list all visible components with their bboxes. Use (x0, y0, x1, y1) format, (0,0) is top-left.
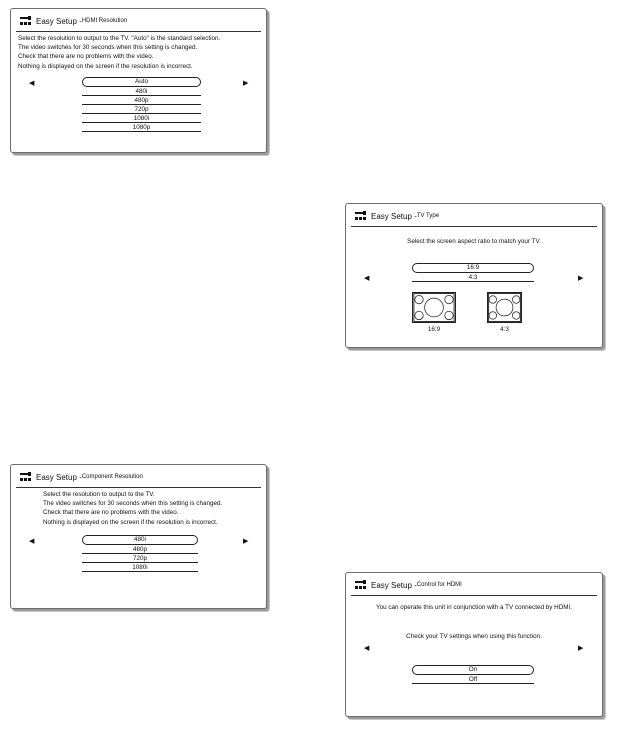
option-off[interactable]: Off (412, 675, 534, 684)
instruction-line: The video switches for 30 seconds when this setting is changed. (18, 44, 198, 52)
standard-screen-icon (487, 292, 522, 323)
toolbox-icon (354, 579, 368, 591)
option-on[interactable]: On (412, 665, 534, 675)
prompt-text: Select the screen aspect ratio to match your TV. (407, 238, 541, 245)
aspect-options (412, 263, 534, 282)
option-1080p[interactable]: 1080p (82, 123, 201, 132)
tv-type-panel (345, 203, 603, 348)
panel-title-main: Easy Setup - (36, 472, 82, 482)
panel-title-main: Easy Setup - (36, 16, 82, 26)
panel-title (354, 209, 439, 223)
description-text: You can operate this unit in conjunction with a TV connected by HDMI. (375, 604, 573, 611)
toolbox-icon (19, 471, 33, 483)
right-arrow-icon[interactable]: ▶ (243, 538, 249, 545)
option-480i[interactable]: 480i (82, 87, 201, 96)
panel-title (19, 470, 143, 484)
option-4-3[interactable]: 4:3 (412, 273, 534, 282)
wide-screen-icon (412, 292, 456, 323)
resolution-options (82, 535, 198, 572)
hdmi-resolution-panel (10, 8, 267, 153)
option-720p[interactable]: 720p (82, 554, 198, 563)
left-arrow-icon[interactable]: ◀ (29, 538, 35, 545)
option-480i[interactable]: 480i (82, 535, 198, 545)
instruction-line: Check that there are no problems with the video. (18, 53, 154, 61)
panel-title-sub: Component Resolution (81, 474, 143, 480)
resolution-options (82, 77, 201, 132)
instructions (43, 490, 222, 527)
title-divider (351, 226, 597, 227)
panel-title-main: Easy Setup - (371, 211, 417, 221)
instruction-line: The video switches for 30 seconds when this setting is changed. (43, 500, 223, 508)
panel-title-main: Easy Setup - (371, 580, 417, 590)
panel-title (19, 14, 127, 28)
panel-title-sub: Control for HDMI (416, 582, 462, 588)
screen-caption: 16:9 (427, 326, 441, 333)
title-divider (16, 31, 261, 32)
instruction-line: Check that there are no problems with the video. (43, 509, 179, 517)
panel-title-sub: HDMI Resolution (81, 18, 128, 24)
right-arrow-icon[interactable]: ▶ (578, 275, 584, 282)
left-arrow-icon[interactable]: ◀ (364, 645, 370, 652)
control-options (412, 665, 534, 684)
panel-title-sub: TV Type (416, 213, 440, 219)
control-hdmi-panel (345, 572, 603, 717)
instruction-line: Select the resolution to output to the TV. "Auto" is the standard selection. (18, 35, 221, 42)
option-480p[interactable]: 480p (82, 545, 198, 554)
instruction-line: Select the resolution to output to the TV. (43, 491, 155, 498)
option-1080i[interactable]: 1080i (82, 114, 201, 123)
option-480p[interactable]: 480p (82, 96, 201, 105)
option-16-9[interactable]: 16:9 (412, 263, 534, 273)
left-arrow-icon[interactable]: ◀ (364, 275, 370, 282)
right-arrow-icon[interactable]: ▶ (243, 80, 249, 87)
title-divider (351, 595, 597, 596)
option-1080i[interactable]: 1080i (82, 563, 198, 572)
hint-text: Check your TV settings when using this function. (406, 633, 542, 640)
right-arrow-icon[interactable]: ▶ (578, 645, 584, 652)
instruction-line: Nothing is displayed on the screen if the resolution is incorrect. (43, 518, 218, 526)
screen-caption: 4:3 (500, 326, 509, 333)
title-divider (16, 487, 261, 488)
panel-title (354, 578, 462, 592)
toolbox-icon (19, 15, 33, 27)
component-resolution-panel (10, 464, 267, 609)
instructions (18, 34, 220, 71)
left-arrow-icon[interactable]: ◀ (29, 80, 35, 87)
option-720p[interactable]: 720p (82, 105, 201, 114)
option-auto[interactable]: Auto (82, 77, 201, 87)
instruction-line: Nothing is displayed on the screen if the resolution is incorrect. (18, 62, 193, 70)
toolbox-icon (354, 210, 368, 222)
